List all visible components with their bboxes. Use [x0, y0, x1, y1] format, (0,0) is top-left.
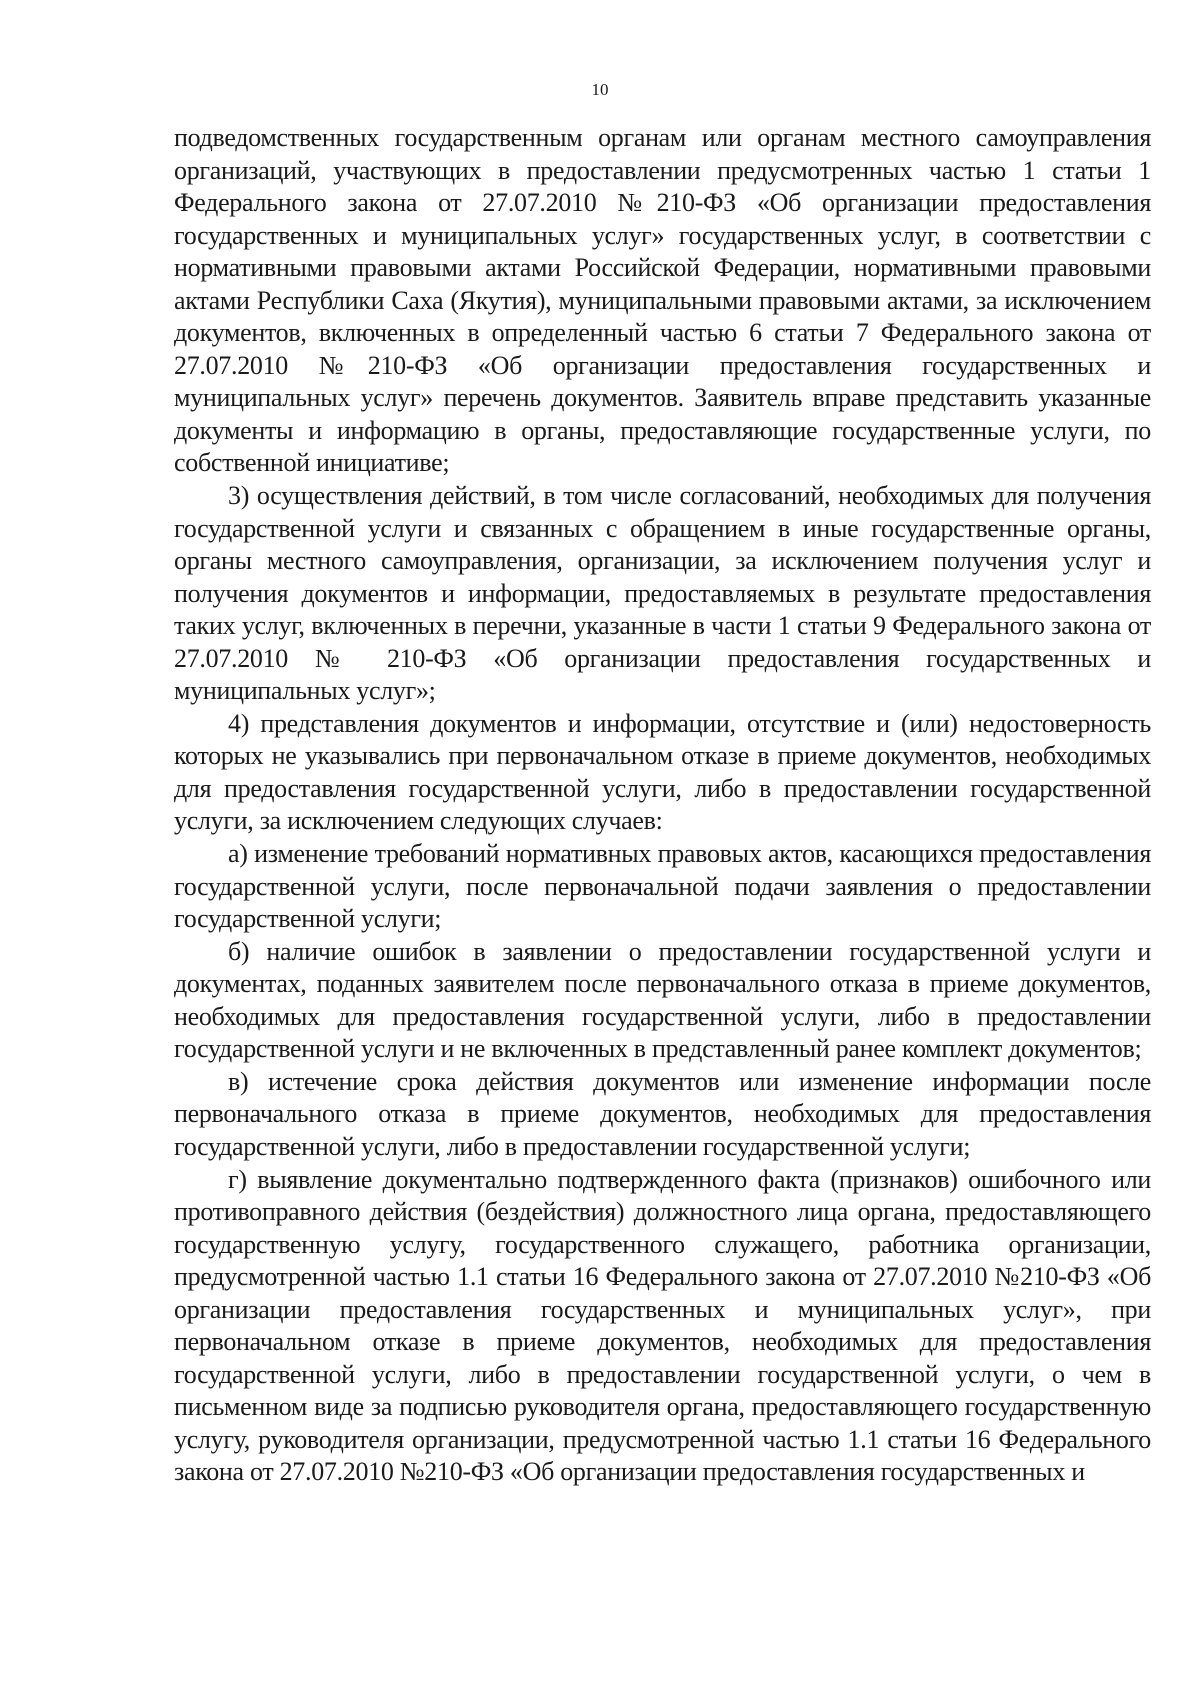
paragraph-item-v: в) истечение срока действия документов или изменение информации после первоначального отказа в приеме документов, необходимых для предоставления государственной услуги, либо в предоставлении государственной услуги; [174, 1066, 1151, 1161]
paragraph-item-b: б) наличие ошибок в заявлении о предоставлении государственной услуги и документах, поданных заявителем после первоначального отказа в приеме документов, необходимых для предоставления государственной услуги, либо в предоставлении государственной услуги и не включенных в представленный ранее комплект документов; [174, 936, 1151, 1064]
document-body [174, 122, 1151, 1489]
paragraph-item-a: а) изменение требований нормативных правовых актов, касающихся предоставления государственной услуги, после первоначальной подачи заявления о предоставлении государственной услуги; [174, 839, 1151, 934]
paragraph-continuation: подведомственных государственным органам или органам местного самоуправления организаций, участвующих в предоставлении предусмотренных частью 1 статьи 1 Федерального закона от 27.07.2010 №210-ФЗ «Об организации предоставления государственных и муниципальных услуг» государственных услуг, в соответствии с нормативными правовыми актами Российской Федерации, нормативными правовыми актами Республики Саха (Якутия), муниципальными правовыми актами, за исключением документов, включенных в определенный частью 6 статьи 7 Федерального закона от 27.07.2010 №210-ФЗ «Об организации предоставления государственных и муниципальных услуг» перечень документов. Заявитель вправе представить указанные документы и информацию в органы, предоставляющие государственные услуги, по собственной инициативе; [174, 123, 1151, 478]
paragraph-item-g: г) выявление документально подтвержденного факта (признаков) ошибочного или противоправного действия (бездействия) должностного лица органа, предоставляющего государственную услугу, государственного служащего, работника организации, предусмотренной частью 1.1 статьи 16 Федерального закона от 27.07.2010 №210-ФЗ «Об организации предоставления государственных и муниципальных услуг», при первоначальном отказе в приеме документов, необходимых для предоставления государственной услуги, либо в предоставлении государственной услуги, о чем в письменном виде за подписью руководителя органа, предоставляющего государственную услугу, руководителя организации, предусмотренной частью 1.1 статьи 16 Федерального закона от 27.07.2010 №210-ФЗ «Об организации предоставления государственных и [174, 1164, 1151, 1487]
page-number: 10 [591, 80, 609, 99]
paragraph-item-3: 3) осуществления действий, в том числе согласований, необходимых для получения государственной услуги и связанных с обращением в иные государственные органы, органы местного самоуправления, организации, за исключением получения услуг и получения документов и информации, предоставляемых в результате предоставления таких услуг, включенных в перечни, указанные в части 1 статьи 9 Федерального закона от 27.07.2010 № 210-ФЗ «Об организации предоставления государственных и муниципальных услуг»; [174, 481, 1151, 706]
paragraph-item-4: 4) представления документов и информации, отсутствие и (или) недостоверность которых не указывались при первоначальном отказе в приеме документов, необходимых для предоставления государственной услуги, либо в предоставлении государственной услуги, за исключением следующих случаев: [174, 708, 1151, 836]
